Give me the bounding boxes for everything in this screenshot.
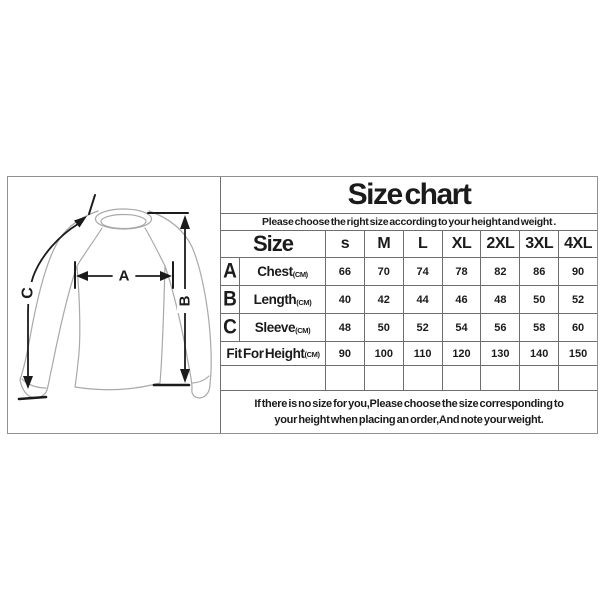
length-arrowhead-bottom (180, 369, 190, 383)
row-label (239, 286, 325, 313)
cell-value: 82 (480, 258, 519, 285)
cell-value: 54 (442, 314, 481, 341)
cell-value: 44 (403, 286, 442, 313)
size-column-header: Size (252, 231, 294, 256)
cell-value: 150 (558, 342, 597, 365)
empty-cell (442, 366, 481, 390)
cell-value: 100 (364, 342, 403, 365)
table-row-sleeve (221, 313, 597, 341)
row-unit: (CM) (292, 270, 308, 279)
row-letter: C (223, 315, 237, 339)
cell-value: 48 (325, 314, 364, 341)
shirt-measurement-diagram (8, 177, 221, 433)
empty-cell (403, 366, 442, 390)
cell-value: 120 (442, 342, 481, 365)
cell-value: 50 (519, 286, 558, 313)
length-arrowhead-top (180, 215, 190, 229)
col-header-xl: XL (442, 231, 481, 257)
sleeve-arrowhead-bottom (23, 376, 33, 389)
empty-cell (364, 366, 403, 390)
cell-value: 130 (480, 342, 519, 365)
cell-value: 52 (558, 286, 597, 313)
cell-value: 58 (519, 314, 558, 341)
size-table (221, 177, 597, 433)
row-unit: (CM) (296, 298, 312, 307)
cell-value: 90 (558, 258, 597, 285)
row-letter: B (223, 287, 237, 311)
row-label (239, 258, 325, 285)
col-header-l: L (403, 231, 442, 257)
row-unit: (CM) (295, 326, 311, 335)
cell-value: 60 (558, 314, 597, 341)
table-row-fit-for-height (221, 341, 597, 365)
shirt-diagram-svg (8, 177, 221, 433)
length-measure-label: B (176, 295, 194, 307)
sleeve-measure-label: C (19, 287, 37, 299)
table-row-chest (221, 257, 597, 285)
cell-value: 140 (519, 342, 558, 365)
cell-value: 78 (442, 258, 481, 285)
row-label-text: Fit For Height (226, 346, 305, 361)
empty-cell (519, 366, 558, 390)
size-note-line-1: If there is no size for you,Please choose the size corresponding to (254, 398, 564, 410)
cell-value: 70 (364, 258, 403, 285)
page-title: Size chart (347, 178, 471, 211)
empty-cell (558, 366, 597, 390)
cell-value: 110 (403, 342, 442, 365)
col-header-s: s (325, 231, 364, 257)
table-row-length (221, 285, 597, 313)
col-header-4xl: 4XL (558, 231, 597, 257)
col-header-m: M (364, 231, 403, 257)
row-label-text: Chest (257, 264, 293, 279)
size-note (221, 390, 597, 433)
cell-value: 48 (480, 286, 519, 313)
row-label (239, 314, 325, 341)
col-header-2xl: 2XL (480, 231, 519, 257)
row-unit: (CM) (304, 350, 320, 359)
cell-value: 40 (325, 286, 364, 313)
empty-cell (325, 366, 364, 390)
cell-value: 52 (403, 314, 442, 341)
empty-cell (221, 366, 325, 390)
empty-cell (480, 366, 519, 390)
cell-value: 42 (364, 286, 403, 313)
cell-value: 46 (442, 286, 481, 313)
col-header-3xl: 3XL (519, 231, 558, 257)
chest-arrowhead-right (160, 271, 172, 281)
cell-value: 90 (325, 342, 364, 365)
row-label-text: Sleeve (254, 320, 296, 335)
size-chart-sheet (7, 176, 598, 434)
table-header-row (221, 230, 597, 257)
cell-value: 66 (325, 258, 364, 285)
cell-value: 56 (480, 314, 519, 341)
size-advice-subtitle: Please choose the right size according to your height and weight . (221, 213, 597, 230)
size-note-line-2: your height when placing an order,And note your weight. (274, 413, 544, 426)
row-label-text: Length (253, 292, 297, 307)
chest-measure-label: A (118, 267, 130, 285)
row-letter: A (223, 259, 237, 283)
row-label (221, 342, 325, 365)
table-row-empty (221, 365, 597, 390)
cell-value: 74 (403, 258, 442, 285)
cell-value: 86 (519, 258, 558, 285)
cell-value: 50 (364, 314, 403, 341)
